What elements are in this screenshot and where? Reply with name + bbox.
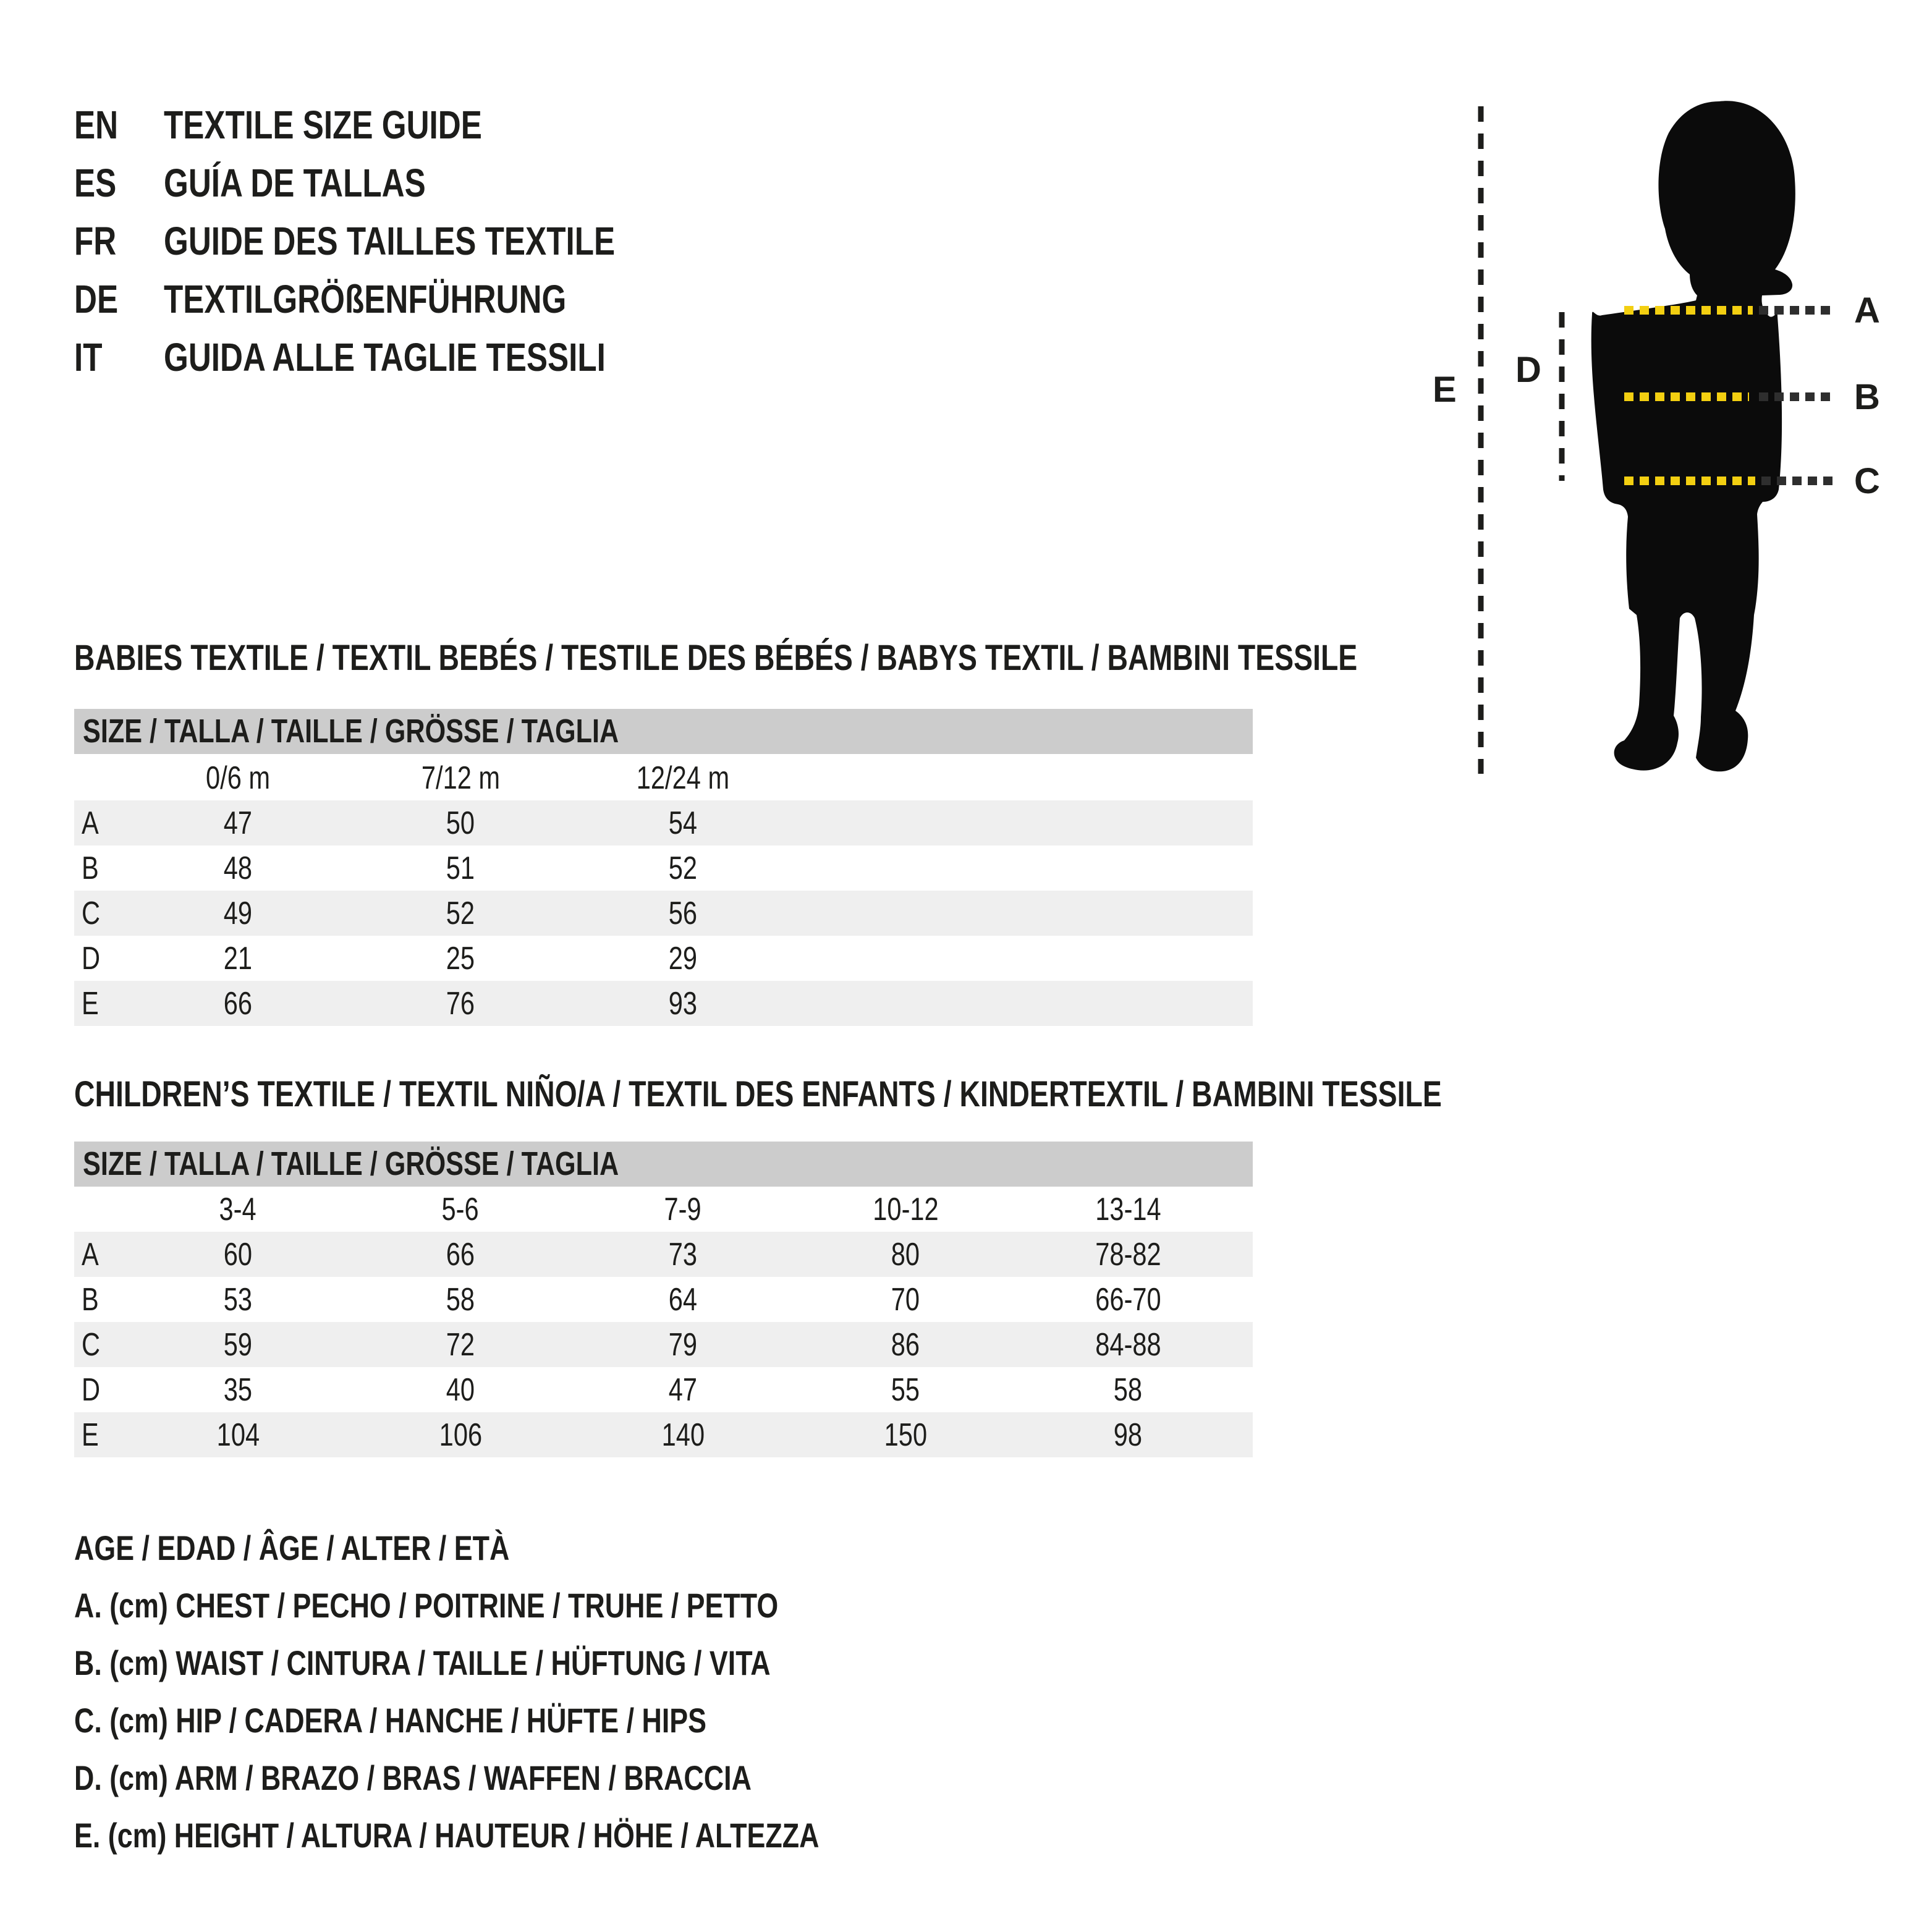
table-cell: 79 (668, 1326, 698, 1363)
column-header: 3-4 (219, 1191, 257, 1227)
table-cell: 93 (668, 985, 698, 1022)
table-cell: 86 (891, 1326, 920, 1363)
legend-height-e: E. (cm) HEIGHT / ALTURA / HAUTEUR / HÖHE / ALTEZZA (74, 1816, 820, 1855)
lang-title: GUIDE DES TAILLES TEXTILE (164, 219, 616, 263)
children-size-header-bar: SIZE / TALLA / TAILLE / GRÖSSE / TAGLIA (74, 1142, 1253, 1187)
row-label: D (82, 1371, 101, 1408)
children-section-heading: CHILDREN’S TEXTILE / TEXTIL NIÑO/A / TEXTIL DES ENFANTS / KINDERTEXTIL / BAMBINI TESSILE (74, 1074, 1442, 1114)
table-cell: 50 (446, 805, 475, 841)
table-cell: 52 (446, 895, 475, 931)
column-header: 0/6 m (205, 760, 271, 796)
child-silhouette-figure (1409, 74, 1932, 791)
row-label: E (82, 985, 99, 1022)
table-cell: 66-70 (1095, 1281, 1161, 1318)
table-cell: 106 (439, 1417, 482, 1453)
figure-label-c: C (1854, 461, 1880, 501)
table-cell: 25 (446, 940, 475, 977)
legend-arm-d: D. (cm) ARM / BRAZO / BRAS / WAFFEN / BRACCIA (74, 1758, 752, 1797)
legend-waist-b: B. (cm) WAIST / CINTURA / TAILLE / HÜFTUNG / VITA (74, 1643, 771, 1682)
row-label: A (82, 1236, 99, 1273)
legend-chest-a: A. (cm) CHEST / PECHO / POITRINE / TRUHE / PETTO (74, 1586, 779, 1625)
table-row-a (74, 800, 1253, 845)
table-cell: 72 (446, 1326, 475, 1363)
table-cell: 80 (891, 1236, 920, 1273)
table-cell: 59 (223, 1326, 253, 1363)
column-header: 12/24 m (636, 760, 730, 796)
table-cell: 54 (668, 805, 698, 841)
row-label: C (82, 895, 101, 931)
table-cell: 47 (223, 805, 253, 841)
table-cell: 56 (668, 895, 698, 931)
lang-row-de (74, 270, 728, 328)
lang-code: EN (74, 103, 119, 147)
lang-row-fr (74, 212, 728, 270)
table-cell: 48 (223, 850, 253, 886)
table-cell: 53 (223, 1281, 253, 1318)
lang-row-en (74, 96, 728, 154)
row-label: E (82, 1417, 99, 1453)
size-figure (1409, 74, 1932, 791)
row-label: D (82, 940, 101, 977)
table-cell: 40 (446, 1371, 475, 1408)
table-cell: 73 (668, 1236, 698, 1273)
table-cell: 52 (668, 850, 698, 886)
row-label: C (82, 1326, 101, 1363)
lang-code: DE (74, 277, 119, 321)
table-row-c (74, 1322, 1253, 1367)
table-cell: 84-88 (1095, 1326, 1161, 1363)
legend-age: AGE / EDAD / ÂGE / ALTER / ETÀ (74, 1528, 510, 1567)
table-cell: 49 (223, 895, 253, 931)
babies-size-header-bar: SIZE / TALLA / TAILLE / GRÖSSE / TAGLIA (74, 709, 1253, 754)
table-cell: 66 (223, 985, 253, 1022)
table-cell: 60 (223, 1236, 253, 1273)
table-row-a (74, 1232, 1253, 1277)
lang-title: TEXTILGRÖßENFÜHRUNG (164, 277, 567, 321)
table-cell: 104 (216, 1417, 260, 1453)
lang-code: FR (74, 219, 117, 263)
lang-code: ES (74, 161, 117, 205)
table-row-e (74, 981, 1253, 1026)
table-row-d (74, 936, 1253, 981)
table-row-b (74, 845, 1253, 891)
babies-section-heading: BABIES TEXTILE / TEXTIL BEBÉS / TESTILE DES BÉBÉS / BABYS TEXTIL / BAMBINI TESSILE (74, 638, 1358, 678)
column-header: 7-9 (664, 1191, 702, 1227)
children-column-header-row (74, 1187, 1253, 1232)
babies-size-table (74, 755, 1253, 1026)
table-cell: 58 (1113, 1371, 1143, 1408)
figure-label-e: E (1433, 370, 1457, 410)
lang-code: IT (74, 335, 103, 379)
figure-label-a: A (1854, 290, 1880, 331)
lang-title: GUIDA ALLE TAGLIE TESSILI (164, 335, 606, 379)
table-cell: 55 (891, 1371, 920, 1408)
table-cell: 58 (446, 1281, 475, 1318)
table-row-d (74, 1367, 1253, 1412)
lang-title: GUÍA DE TALLAS (164, 161, 426, 205)
column-header: 10-12 (872, 1191, 939, 1227)
table-cell: 29 (668, 940, 698, 977)
lang-row-es (74, 154, 728, 212)
table-cell: 66 (446, 1236, 475, 1273)
table-row-e (74, 1412, 1253, 1457)
table-cell: 98 (1113, 1417, 1143, 1453)
table-cell: 70 (891, 1281, 920, 1318)
legend-hip-c: C. (cm) HIP / CADERA / HANCHE / HÜFTE / HIPS (74, 1701, 707, 1740)
table-cell: 51 (446, 850, 475, 886)
children-size-table (74, 1187, 1253, 1457)
figure-label-b: B (1854, 377, 1880, 417)
column-header: 7/12 m (421, 760, 500, 796)
table-row-c (74, 891, 1253, 936)
table-row-b (74, 1277, 1253, 1322)
column-header: 5-6 (441, 1191, 480, 1227)
table-cell: 76 (446, 985, 475, 1022)
babies-column-header-row (74, 755, 1253, 800)
figure-label-d: D (1515, 350, 1541, 390)
table-cell: 78-82 (1095, 1236, 1161, 1273)
measurement-legend (74, 1519, 1006, 1864)
column-header: 13-14 (1095, 1191, 1161, 1227)
row-label: A (82, 805, 99, 841)
language-list (74, 96, 728, 386)
table-cell: 150 (884, 1417, 927, 1453)
lang-title: TEXTILE SIZE GUIDE (164, 103, 482, 147)
lang-row-it (74, 328, 728, 386)
row-label: B (82, 1281, 99, 1318)
table-cell: 35 (223, 1371, 253, 1408)
table-cell: 140 (661, 1417, 705, 1453)
row-label: B (82, 850, 99, 886)
table-cell: 21 (223, 940, 253, 977)
table-cell: 47 (668, 1371, 698, 1408)
table-cell: 64 (668, 1281, 698, 1318)
